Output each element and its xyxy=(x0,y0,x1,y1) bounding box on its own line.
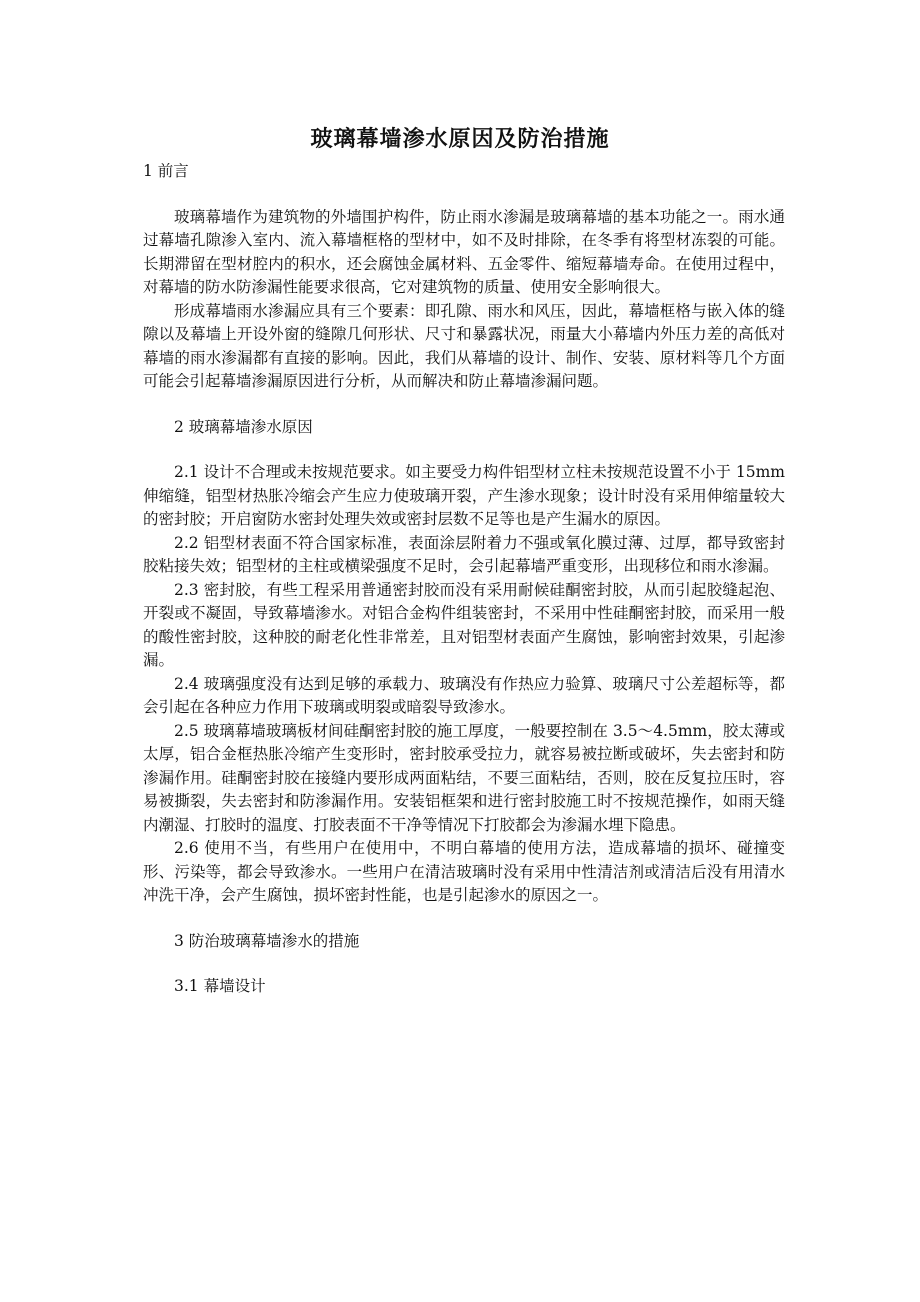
paragraph: 2.6 使用不当，有些用户在使用中，不明白幕墙的使用方法，造成幕墙的损坏、碰撞变形、污染等，都会导致渗水。一些用户在清洁玻璃时没有采用中性清洁剂或清洁后没有用清水冲洗干净，会产生腐蚀，损坏密封性能，也是引起渗水的原因之一。 xyxy=(143,839,785,904)
section-heading-intro: 1 前言 xyxy=(143,162,189,180)
paragraph: 2.2 铝型材表面不符合国家标准，表面涂层附着力不强或氧化膜过薄、过厚，都导致密封胶粘接失效；铝型材的主柱或横梁强度不足时，会引起幕墙严重变形，出现移位和雨水渗漏。 xyxy=(143,533,785,575)
section-heading-causes: 2 玻璃幕墙渗水原因 xyxy=(174,417,313,436)
paragraph: 2.5 玻璃幕墙玻璃板材间硅酮密封胶的施工厚度，一般要控制在 3.5～4.5mm，胶太薄或太厚，铝合金框热胀冷缩产生变形时，密封胶承受拉力，就容易被拉断或破坏，失去密封和防渗漏作用。硅酮密封胶在接缝内要形成两面粘结，不要三面粘结，否则，胶在反复拉压时，容易被撕裂，失去密封和防渗漏作用。安装铝框架和进行密封胶施工时不按规范操作，如雨天缝内潮湿、打胶时的温度、打胶表面不干净等情况下打胶都会为渗漏水埋下隐患。 xyxy=(143,721,785,834)
paragraph: 2.3 密封胶，有些工程采用普通密封胶而没有采用耐候硅酮密封胶，从而引起胶缝起泡、开裂或不凝固，导致幕墙渗水。对铝合金构件组装密封，不采用中性硅酮密封胶，而采用一般的酸性密封胶，这种胶的耐老化性非常差，且对铝型材表面产生腐蚀，影响密封效果，引起渗漏。 xyxy=(143,580,785,669)
paragraph: 2.1 设计不合理或未按规范要求。如主要受力构件铝型材立柱未按规范设置不小于 15mm 伸缩缝，铝型材热胀冷缩会产生应力使玻璃开裂，产生渗水现象；设计时没有采用伸缩量较大的密封胶；开启窗防水密封处理失效或密封层数不足等也是产生漏水的原因。 xyxy=(143,463,785,528)
paragraph: 2.4 玻璃强度没有达到足够的承载力、玻璃没有作热应力验算、玻璃尺寸公差超标等，都会引起在各种应力作用下玻璃或明裂或暗裂导致渗水。 xyxy=(143,674,785,716)
document-body xyxy=(143,160,785,999)
document-title: 玻璃幕墙渗水原因及防治措施 xyxy=(310,126,610,152)
paragraph: 玻璃幕墙作为建筑物的外墙围护构件，防止雨水渗漏是玻璃幕墙的基本功能之一。雨水通过幕墙孔隙渗入室内、流入幕墙框格的型材中，如不及时排除，在冬季有将型材冻裂的可能。长期滞留在型材腔内的积水，还会腐蚀金属材料、五金零件、缩短幕墙寿命。在使用过程中，对幕墙的防水防渗漏性能要求很高，它对建筑物的质量、使用安全影响很大。 xyxy=(143,207,785,296)
section-heading-measures: 3 防治玻璃幕墙渗水的措施 xyxy=(174,931,360,950)
subsection-heading-design: 3.1 幕墙设计 xyxy=(174,977,266,995)
paragraph: 形成幕墙雨水渗漏应具有三个要素：即孔隙、雨水和风压，因此，幕墙框格与嵌入体的缝隙以及幕墙上开设外窗的缝隙几何形状、尺寸和暴露状况，雨量大小幕墙内外压力差的高低对幕墙的雨水渗漏都有直接的影响。因此，我们从幕墙的设计、制作、安装、原材料等几个方面可能会引起幕墙渗漏原因进行分析，从而解决和防止幕墙渗漏问题。 xyxy=(143,301,785,390)
